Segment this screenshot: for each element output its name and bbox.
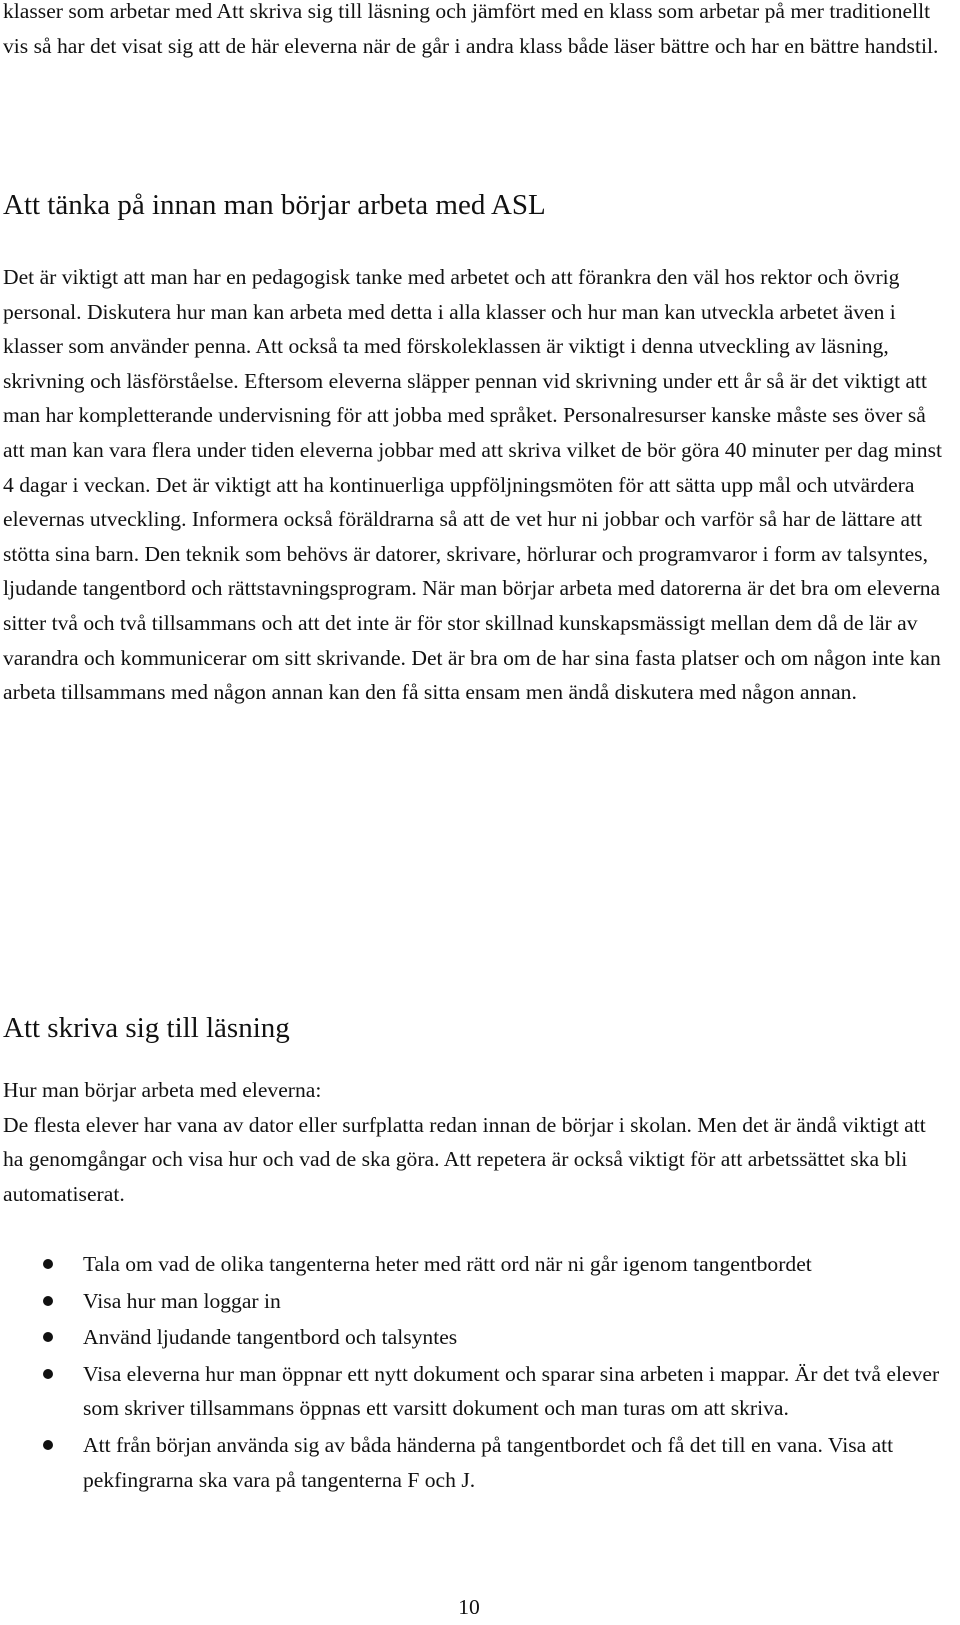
skriva-subheading: Hur man börjar arbeta med eleverna: — [3, 1078, 322, 1102]
section-heading-asl: Att tänka på innan man börjar arbeta med ASL — [3, 189, 546, 221]
section-asl-body — [3, 260, 948, 710]
bullet-icon — [43, 1259, 53, 1269]
intro-paragraph: klasser som arbetar med Att skriva sig till läsning och jämfört med en klass som arbetar på mer traditionellt vis så har det visat sig att de här eleverna när de går i andra klass både läser bättre och har en bättre handstil. — [3, 0, 939, 58]
asl-paragraph: Det är viktigt att man har en pedagogisk tanke med arbetet och att förankra den väl hos rektor och övrig personal. Diskutera hur man kan arbeta med detta i alla klasser och hur man kan utveckla arbetet även i klasser som använder penna. Att också ta med förskoleklassen är viktigt i denna utveckling av läsning, skrivning och läsförståelse. Eftersom eleverna släpper pennan vid skrivning under ett år så är det viktigt att man har kompletterande undervisning för att jobba med språket. Personalresurser kanske måste ses över så att man kan vara flera under tiden eleverna jobbar med att skriva vilket de bör göra 40 minuter per dag minst 4 dagar i veckan. Det är viktigt att ha kontinuerliga uppföljningsmöten för att sätta upp mål och utvärdera elevernas utveckling. Informera också föräldrarna så att de vet hur ni jobbar och varför så har de lättare att stötta sina barn. Den teknik som behövs är datorer, skrivare, hörlurar och programvaror i form av talsyntes, ljudande tangentbord och rättstavningsprogram. När man börjar arbeta med datorerna är det bra om eleverna sitter två och två tillsammans och att det inte är för stor skillnad kunskapsmässigt mellan dem då de lär av varandra och kommunicerar om sitt skrivande. Det är bra om de har sina fasta platser och om någon inte kan arbeta tillsammans med någon annan kan den få sitta ensam men ändå diskutera med någon annan. — [3, 265, 942, 705]
bullet-icon — [43, 1369, 53, 1379]
list-item-text: Visa eleverna hur man öppnar ett nytt dokument och sparar sina arbeten i mappar. Är det två elever som skriver tillsammans öppnas ett varsitt dokument och man turas om att skriva. — [83, 1361, 940, 1421]
list-item-text: Visa hur man loggar in — [83, 1288, 281, 1313]
section-skriva-body — [3, 1073, 948, 1211]
section-heading-skriva: Att skriva sig till läsning — [3, 1012, 290, 1044]
bullet-icon — [43, 1332, 53, 1342]
bullet-icon — [43, 1296, 53, 1306]
list-item — [3, 1357, 948, 1426]
bullet-list — [3, 1247, 948, 1499]
list-item — [3, 1247, 948, 1282]
list-item — [3, 1320, 948, 1355]
page-number: 10 — [458, 1595, 480, 1619]
list-item-text: Att från början använda sig av båda händerna på tangentbordet och få det till en vana. Visa att pekfingrarna ska vara på tangenterna F och J. — [83, 1432, 894, 1492]
list-item-text: Tala om vad de olika tangenterna heter med rätt ord när ni går igenom tangentbordet — [83, 1252, 812, 1276]
bullet-icon — [43, 1440, 53, 1450]
list-item — [3, 1428, 948, 1497]
list-item-text: Använd ljudande tangentbord och talsyntes — [83, 1325, 458, 1350]
skriva-paragraph: De flesta elever har vana av dator eller surfplatta redan innan de börjar i skolan. Men det är ändå viktigt att ha genomgångar och visa hur och vad de ska göra. Att repetera är också viktigt för att arbetssättet ska bli automatiserat. — [3, 1112, 926, 1206]
list-item — [3, 1284, 948, 1319]
